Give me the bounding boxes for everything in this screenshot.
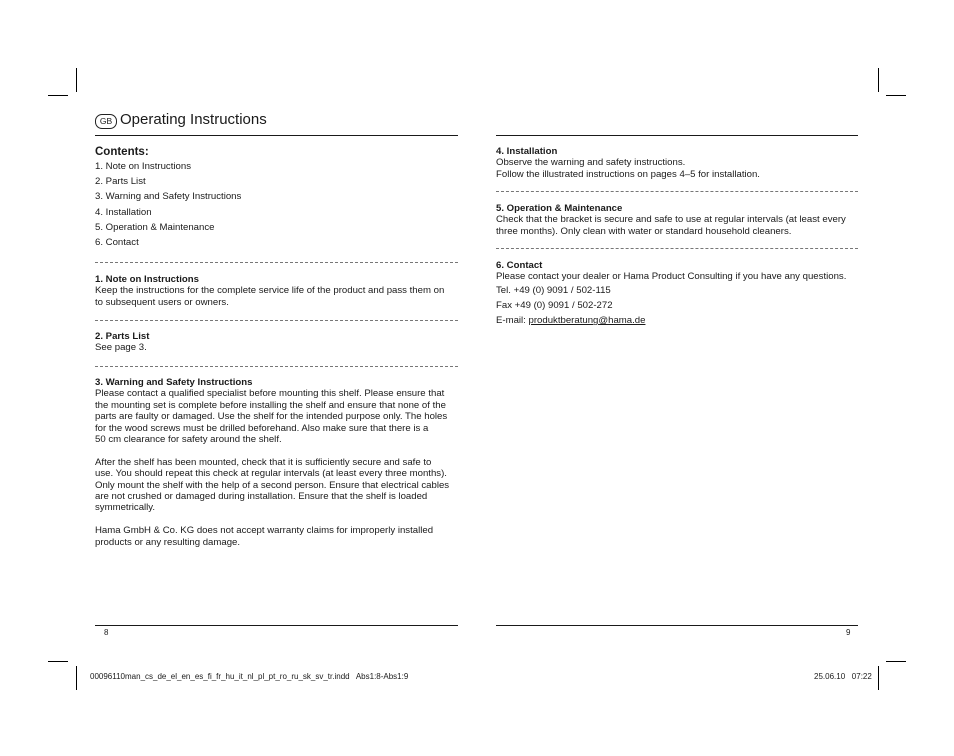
section-text: After the shelf has been mounted, check that it is sufficiently secure and safe to (95, 456, 432, 468)
divider (496, 191, 858, 192)
section-text: Observe the warning and safety instructions. (496, 157, 686, 169)
contents-item: 4. Installation (95, 206, 152, 218)
section-text: Follow the illustrated instructions on pages 4–5 for installation. (496, 168, 760, 180)
section-text: use. You should repeat this check at regular intervals (at least every three months). (95, 468, 447, 480)
section-text: See page 3. (95, 342, 147, 354)
crop-mark-bottom-left-h (48, 661, 68, 662)
section-text: are not crushed or damaged during installation. Ensure that the shelf is loaded (95, 491, 428, 503)
section-heading: 6. Contact (496, 260, 543, 271)
section-text: for the wood screws must be drilled beforehand. Also make sure that there is a (95, 422, 429, 434)
section-text: three months). Only clean with water or standard household cleaners. (496, 225, 792, 237)
header-rule-left (95, 135, 458, 136)
contents-list (95, 159, 458, 250)
section-text: Hama GmbH & Co. KG does not accept warranty claims for improperly installed (95, 525, 434, 537)
crop-mark-top-right-h (886, 95, 906, 96)
left-column (95, 146, 458, 250)
section-text: the mounting set is complete before installing the shelf and ensure that none of the (95, 399, 446, 411)
divider (496, 248, 858, 249)
contents-item: 6. Contact (95, 237, 139, 249)
section-heading: 3. Warning and Safety Instructions (95, 377, 253, 388)
crop-mark-top-left-v (76, 68, 77, 92)
footer-rule-right (496, 625, 858, 626)
section-parts-list (95, 331, 458, 354)
page-number-right: 9 (846, 628, 851, 637)
contents-item: 2. Parts List (95, 176, 146, 188)
contact-fax: Fax +49 (0) 9091 / 502-272 (496, 300, 613, 312)
section-text: to subsequent users or owners. (95, 296, 229, 308)
divider (95, 366, 458, 367)
language-badge: GB (95, 114, 117, 129)
section-warning-safety (95, 377, 458, 548)
crop-mark-bottom-left-v (76, 666, 77, 690)
contents-item: 1. Note on Instructions (95, 161, 191, 172)
section-text: Only mount the shelf with the help of a second person. Ensure that electrical cables (95, 479, 450, 491)
section-text: Check that the bracket is secure and safe to use at regular intervals (at least every (496, 214, 846, 226)
section-text: Please contact a qualified specialist before mounting this shelf. Please ensure that (95, 388, 445, 400)
section-heading: 4. Installation (496, 146, 558, 157)
section-text: products or any resulting damage. (95, 536, 241, 548)
page-number-left: 8 (104, 628, 109, 637)
print-datetime: 25.06.10 07:22 (814, 672, 872, 681)
crop-mark-bottom-right-v (878, 666, 879, 690)
crop-mark-bottom-right-h (886, 661, 906, 662)
section-heading: 1. Note on Instructions (95, 274, 199, 285)
section-text: Please contact your dealer or Hama Product Consulting if you have any questions. (496, 271, 847, 283)
contact-tel: Tel. +49 (0) 9091 / 502-115 (496, 284, 611, 296)
section-text: Keep the instructions for the complete service life of the product and pass them on (95, 285, 445, 297)
email-link[interactable]: produktberatung@hama.de (528, 315, 646, 327)
email-label: E-mail: (496, 315, 529, 327)
contents-item: 3. Warning and Safety Instructions (95, 191, 242, 203)
section-text: parts are faulty or damaged. Use the shelf for the intended purpose only. The holes (95, 411, 448, 423)
contents-item: 5. Operation & Maintenance (95, 221, 215, 233)
crop-mark-top-left-h (48, 95, 68, 96)
divider (95, 320, 458, 321)
section-operation-maintenance (496, 203, 859, 237)
section-installation (496, 146, 859, 180)
section-note-on-instructions (95, 274, 458, 308)
contact-email-row (496, 313, 859, 328)
section-heading: 5. Operation & Maintenance (496, 203, 623, 214)
footer-rule-left (95, 625, 458, 626)
file-slug: 00096110man_cs_de_el_en_es_fi_fr_hu_it_nl_pl_pt_ro_ru_sk_sv_tr.indd Abs1:8-Abs1:9 (90, 672, 409, 681)
header-rule-right (496, 135, 858, 136)
section-heading: 2. Parts List (95, 331, 150, 342)
section-text: symmetrically. (95, 502, 156, 514)
page-title: Operating Instructions (120, 111, 267, 128)
contents-title: Contents: (95, 146, 149, 158)
section-contact (496, 260, 859, 328)
section-text: 50 cm clearance for safety around the shelf. (95, 434, 282, 446)
divider (95, 262, 458, 263)
crop-mark-top-right-v (878, 68, 879, 92)
